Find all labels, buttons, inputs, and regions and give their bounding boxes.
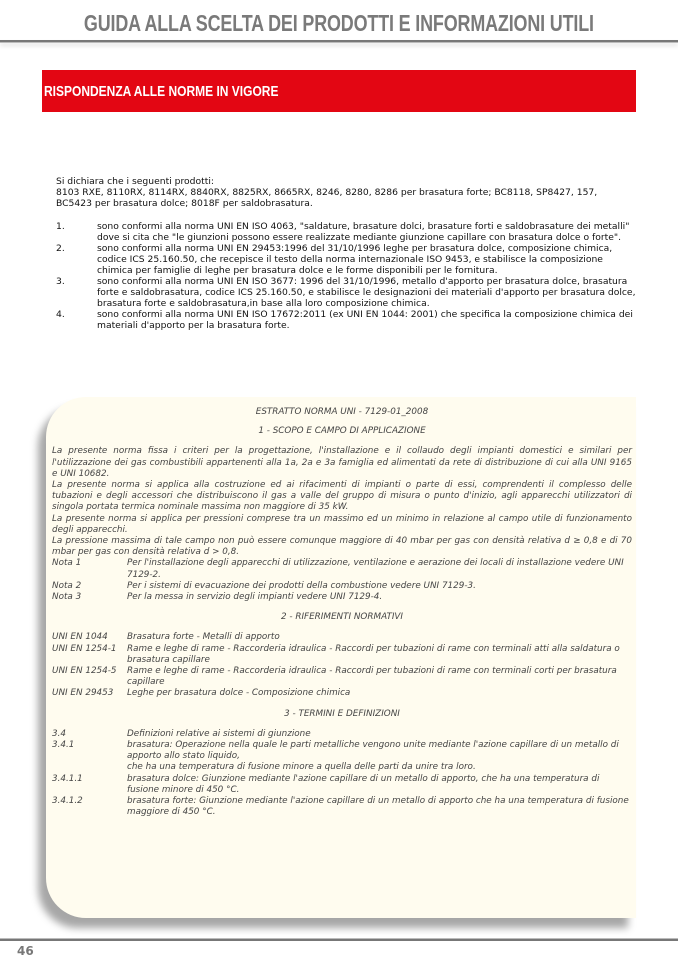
def-row <box>52 774 632 796</box>
note-row <box>52 592 632 603</box>
extract-content <box>52 407 632 819</box>
note-text: Per i sistemi di evacuazione dei prodotti della combustione vedere UNI 7129-3. <box>127 580 476 591</box>
section-title: RISPONDENZA ALLE NORME IN VIGORE <box>44 83 279 100</box>
header-divider <box>0 40 678 43</box>
page-number: 46 <box>17 944 34 958</box>
list-item <box>56 221 636 243</box>
ref-row <box>52 644 632 666</box>
def-text: Definizioni relative ai sistemi di giunzione <box>127 728 311 739</box>
list-item <box>56 276 636 309</box>
ref-text: Rame e leghe di rame - Raccorderia idraulica - Raccordi per tubazioni di rame con terminali atti alla saldatura o brasatura capillare <box>127 643 620 665</box>
ref-code: UNI EN 1254-1 <box>52 643 117 654</box>
def-row <box>52 729 632 740</box>
ref-row <box>52 666 632 688</box>
list-item <box>56 243 636 276</box>
product-list: 8103 RXE, 8110RX, 8114RX, 8840RX, 8825RX, 8665RX, 8246, 8280, 8286 per brasatura forte; BC8118, SP8427, 157, BC5423 per brasatura dolce; 8018F per saldobrasatura. <box>56 187 598 209</box>
def-row <box>52 740 632 762</box>
paragraph: La presente norma si applica per pressioni comprese tra un massimo ed un minimo in relazione al campo utile di funzionamento degli apparecchi. <box>52 513 632 535</box>
note-label: Nota 2 <box>52 580 82 591</box>
item-text: sono conformi alla norma UNI EN ISO 17672:2011 (ex UNI EN 1044: 2001) che specifica la composizione chimica dei materiali d'apporto per la brasatura forte. <box>97 309 633 331</box>
def-text: brasatura: Operazione nella quale le parti metalliche vengono unite mediante l'azione capillare di un metallo di apporto allo stato liquido, <box>127 740 619 762</box>
section-heading: 3 - TERMINI E DEFINIZIONI <box>284 708 400 719</box>
def-code: 3.4.1 <box>52 740 75 751</box>
item-text: sono conformi alla norma UNI EN ISO 4063, "saldature, brasature dolci, brasature forti e saldobrasature dei metalli" dove si cita che "le giunzioni possono essere realizzate mediante giunzione capillare con brasatura dolce o forte". <box>97 221 630 243</box>
ref-row <box>52 632 632 643</box>
note-label: Nota 1 <box>52 558 82 569</box>
item-number: 2. <box>56 243 65 254</box>
item-text: sono conformi alla norma UNI EN 29453:1996 del 31/10/1996 leghe per brasatura dolce, composizione chimica, codice ICS 25.160.50, che recepisce il testo della norma internazionale ISO 9453, e stabilisce la composizione chimica per famiglie di leghe per brasatura dolce e le forme disponibili per le fornitura. <box>97 243 613 276</box>
def-code <box>52 762 127 773</box>
def-row <box>52 796 632 818</box>
note-row <box>52 558 632 580</box>
def-row <box>52 762 632 773</box>
def-text: brasatura forte: Giunzione mediante l'azione capillare di un metallo di apporto che ha una temperatura di fusione maggiore di 450 °C. <box>127 796 629 818</box>
page-header <box>0 10 678 37</box>
def-text: che ha una temperatura di fusione minore a quella delle parti da unire tra loro. <box>127 762 476 773</box>
extract-title: ESTRATTO NORMA UNI - 7129-01_2008 <box>255 407 429 417</box>
header-title: GUIDA ALLA SCELTA DEI PRODOTTI E INFORMAZIONI UTILI <box>84 10 594 36</box>
def-code: 3.4 <box>52 728 66 739</box>
ref-code: UNI EN 1044 <box>52 632 108 643</box>
note-text: Per la messa in servizio degli impianti vedere UNI 7129-4. <box>127 592 383 603</box>
intro-line: Si dichiara che i seguenti prodotti: <box>56 176 214 187</box>
section-banner <box>42 70 636 112</box>
ref-text: Brasatura forte - Metalli di apporto <box>127 632 280 643</box>
list-item <box>56 309 636 331</box>
paragraph: La presente norma si applica alla costruzione ed ai rifacimenti di impianti o parte di essi, comprendenti il complesso delle tubazioni e degli accessori che distribuiscono il gas a valle del gruppo di misura o punto d'inizio, agli apparecchi utilizzatori di singola portata termica nominale massima non maggiore di 35 kW. <box>52 480 632 513</box>
paragraph: La pressione massima di tale campo non può essere comunque maggiore di 40 mbar per gas con densità relativa d ≥ 0,8 e di 70 mbar per gas con densità relativa d > 0,8. <box>52 536 632 558</box>
ref-text: Leghe per brasatura dolce - Composizione chimica <box>127 688 351 699</box>
def-code: 3.4.1.1 <box>52 773 83 784</box>
item-text: sono conformi alla norma UNI EN ISO 3677: 1996 del 31/10/1996, metallo d'apporto per brasatura dolce, brasatura forte e saldobrasatura, codice ICS 25.160.50, e stabilisce le designazioni dei materiali d'apporto per brasatura dolce, brasatura forte e saldobrasatura,in base alla loro composizione chimica. <box>97 276 636 309</box>
conformity-list <box>56 221 636 331</box>
item-number: 1. <box>56 221 65 232</box>
ref-code: UNI EN 1254-5 <box>52 666 117 677</box>
footer-divider <box>0 938 678 941</box>
ref-row <box>52 688 632 699</box>
paragraph: La presente norma fissa i criteri per la progettazione, l'installazione e il collaudo degli impianti domestici e similari per l'utilizzazione dei gas combustibili appartenenti alla 1a, 2a e 3a famiglia ed alimentati da rete di distribuzione di cui alla UNI 9165 e UNI 10682. <box>52 446 632 479</box>
item-number: 4. <box>56 309 65 320</box>
def-code: 3.4.1.2 <box>52 796 83 807</box>
note-text: Per l'installazione degli apparecchi di utilizzazione, ventilazione e aerazione dei locali di installazione vedere UNI 7129-2. <box>127 558 624 580</box>
ref-text: Rame e leghe di rame - Raccorderia idraulica - Raccordi per tubazioni di rame con terminali corti per brasatura capillare <box>127 666 617 688</box>
section-heading: 1 - SCOPO E CAMPO DI APPLICAZIONE <box>258 426 426 437</box>
note-row <box>52 581 632 592</box>
note-label: Nota 3 <box>52 592 82 603</box>
section-heading: 2 - RIFERIMENTI NORMATIVI <box>280 612 404 623</box>
def-text: brasatura dolce: Giunzione mediante l'azione capillare di un metallo di apporto, che ha una temperatura di fusione minore di 450 °C. <box>127 773 600 795</box>
declaration <box>56 176 636 331</box>
ref-code: UNI EN 29453 <box>52 688 114 699</box>
item-number: 3. <box>56 276 65 287</box>
